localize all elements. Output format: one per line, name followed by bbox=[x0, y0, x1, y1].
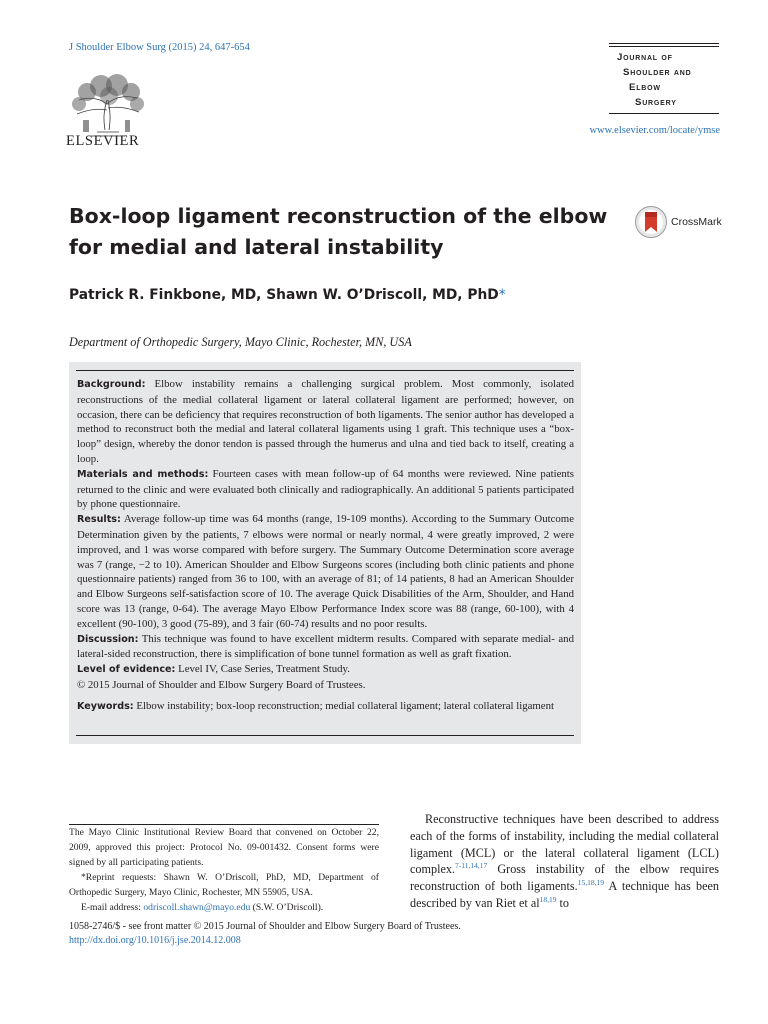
footnotes bbox=[69, 826, 379, 915]
body-paragraph bbox=[410, 811, 719, 912]
evidence-label: Level of evidence: bbox=[77, 664, 176, 676]
email-suffix: (S.W. O’Driscoll). bbox=[252, 901, 324, 913]
body-text-segment: Reconstructive techniques have been described to address each of the forms of instability, including the medial collateral ligament (MCL) or the lateral collateral ligament (LCL) complex. bbox=[410, 812, 719, 877]
affiliation: Department of Orthopedic Surgery, Mayo Clinic, Rochester, MN, USA bbox=[69, 335, 412, 349]
crossmark-icon bbox=[634, 205, 668, 239]
footnote-divider bbox=[69, 824, 379, 825]
background-text: Elbow instability remains a challenging surgical problem. Most commonly, isolated reconstructions of the medial collateral ligament or lateral collateral ligament are performed; however, on occasion, there can be deficiency that requires reconstruction of both ligaments. The senior author has developed a method to reconstruct both the medial and lateral collateral ligaments using 1 graft. This technique uses a “box-loop” design, whereby the donor tendon is passed through the humerus and ulna and tied back to itself, creating a loop. bbox=[77, 378, 574, 465]
results-label: Results: bbox=[77, 514, 121, 526]
abstract-results bbox=[77, 512, 574, 631]
body-text-segment: Gross instability of the elbow requires reconstruction of both ligaments. bbox=[410, 862, 719, 894]
author-email-link[interactable]: odriscoll.shawn@mayo.edu bbox=[143, 901, 251, 913]
abstract-discussion bbox=[77, 632, 574, 663]
reference-link[interactable]: 18,19 bbox=[539, 894, 557, 904]
abstract-evidence bbox=[77, 662, 574, 678]
body-text-segment: to bbox=[556, 895, 570, 910]
reference-link[interactable]: 15,18,19 bbox=[577, 878, 604, 888]
reference-link[interactable]: 7-11,14,17 bbox=[455, 861, 488, 871]
doi-link[interactable]: http://dx.doi.org/10.1016/j.jse.2014.12.008 bbox=[69, 935, 241, 946]
discussion-text: This technique was found to have excellent midterm results. Compared with separate medial- and lateral-sided reconstruction, there is simplification of bone tunnel formation as well as graft fixation. bbox=[77, 632, 574, 661]
methods-text: Fourteen cases with mean follow-up of 64 months were reviewed. Nine patients returned to the clinic and were evaluated both clinically and radiographically. An additional 5 patients participated by phone questionnaire. bbox=[77, 467, 574, 511]
abstract-keywords bbox=[77, 699, 574, 715]
front-matter-notice: 1058-2746/$ - see front matter © 2015 Journal of Shoulder and Elbow Surgery Board of Trustees. bbox=[69, 921, 461, 932]
reprint-requests: *Reprint requests: Shawn W. O’Driscoll, PhD, MD, Department of Orthopedic Surgery, Mayo Clinic, Rochester, MN 55905, USA. bbox=[69, 871, 379, 898]
journal-logo-line: Elbow bbox=[629, 82, 661, 93]
email-line bbox=[69, 901, 379, 916]
journal-logo-line: Shoulder and bbox=[623, 67, 692, 78]
corresponding-author-mark[interactable]: * bbox=[498, 287, 506, 303]
keywords-label: Keywords: bbox=[77, 700, 134, 712]
journal-logo bbox=[609, 43, 719, 119]
article-title: Box-loop ligament reconstruction of the elbow for medial and lateral instability bbox=[69, 204, 608, 259]
abstract-background bbox=[77, 377, 574, 467]
journal-citation[interactable]: J Shoulder Elbow Surg (2015) 24, 647-654 bbox=[69, 42, 250, 53]
abstract-box bbox=[69, 362, 581, 744]
discussion-label: Discussion: bbox=[77, 633, 139, 645]
crossmark-label: CrossMark bbox=[671, 216, 722, 228]
journal-logo-line: Journal of bbox=[617, 52, 673, 63]
author-list bbox=[69, 287, 506, 303]
abstract-methods bbox=[77, 467, 574, 512]
methods-label: Materials and methods: bbox=[77, 468, 209, 480]
journal-url-link[interactable]: www.elsevier.com/locate/ymse bbox=[589, 125, 720, 136]
crossmark-badge[interactable] bbox=[634, 205, 722, 239]
results-text: Average follow-up time was 64 months (range, 19-109 months). According to the Summary Outcome Determination given by the patients, 7 elbows were normal or nearly normal, 4 were greatly improved, 2 were improved, and 1 was worse compared with before surgery. The Summary Outcome Determination score average was 7 (range, −2 to 10). American Shoulder and Elbow Surgeons scores (including both clinic patients and phone questionnaire patients) ranged from 36 to 100, with an average of 81; of 14 patients, 8 had an American Shoulder and Elbow Surgeons self-satisfaction score of 10. The average Quick Disabilities of the Arm, Shoulder, and Hand score was 13 (range, 0-64). The average Mayo Elbow Performance Index score was 88 (range, 60-100), with 4 excellent (90-100), 3 good (75-89), and 3 fair (60-74) results and no poor results. bbox=[77, 513, 574, 630]
abstract-copyright: © 2015 Journal of Shoulder and Elbow Surgery Board of Trustees. bbox=[77, 678, 366, 691]
keywords-text: Elbow instability; box-loop reconstruction; medial collateral ligament; lateral collateral ligament bbox=[136, 699, 554, 712]
irb-statement: The Mayo Clinic Institutional Review Board that convened on October 22, 2009, approved this project: Protocol No. 09-001432. Consent forms were signed by all participating patients. bbox=[69, 827, 379, 868]
evidence-text: Level IV, Case Series, Treatment Study. bbox=[178, 663, 350, 676]
publisher-name: ELSEVIER bbox=[66, 133, 140, 149]
journal-logo-line: Surgery bbox=[635, 97, 677, 108]
background-label: Background: bbox=[77, 379, 146, 390]
authors-text: Patrick R. Finkbone, MD, Shawn W. O’Driscoll, MD, PhD bbox=[69, 287, 499, 303]
body-text-segment: A technique has been described by van Riet et al bbox=[410, 879, 719, 910]
email-label: E-mail address: bbox=[81, 901, 141, 913]
